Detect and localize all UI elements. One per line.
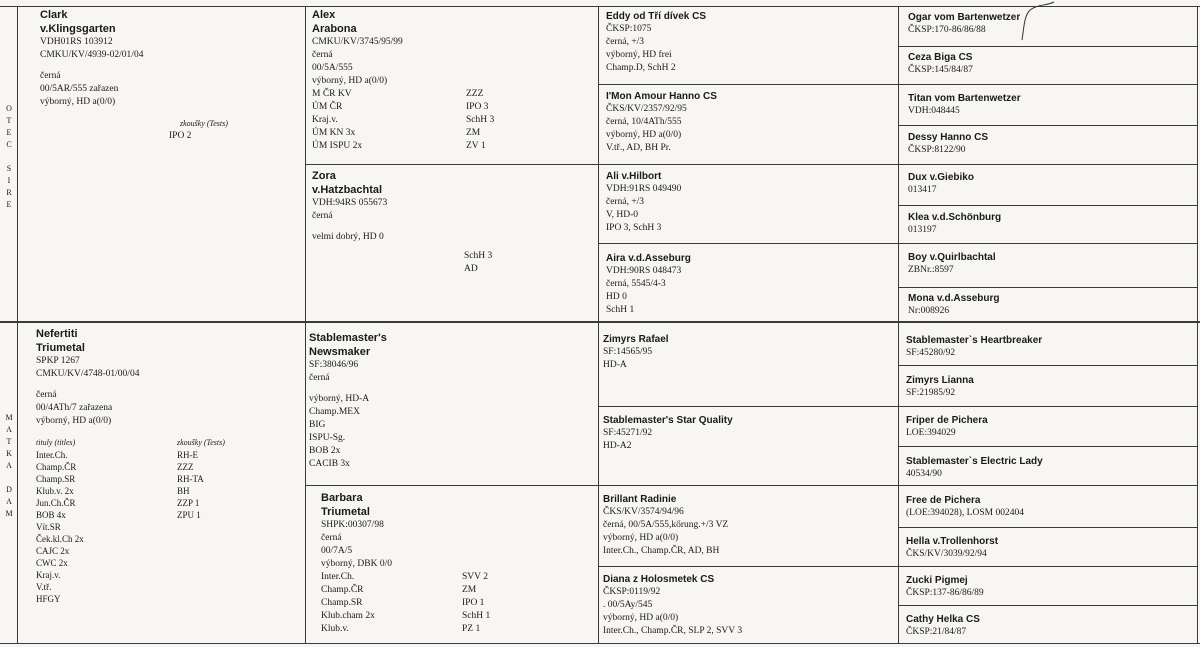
ss-name-line1: Alex <box>312 9 336 21</box>
ds-line: BOB 2x <box>309 446 341 456</box>
ss-test: IPO 3 <box>466 102 489 112</box>
dd-title: Klub.v. <box>321 624 349 634</box>
ss-title: ÚM ISPU 2x <box>312 141 363 151</box>
g3-line: VDH:90RS 048473 <box>606 266 682 276</box>
dam-titles-label: tituly (titles) <box>36 438 76 447</box>
g3-line: SchH 1 <box>606 305 635 315</box>
sd-test: AD <box>464 264 478 274</box>
ss-name-line2: Arabona <box>312 23 357 35</box>
dam-line: černá <box>36 390 57 400</box>
dam-title: Ček.kl.Ch 2x <box>36 534 84 544</box>
g3-line: černá, +/3 <box>606 37 645 47</box>
dam-title: Inter.Ch. <box>36 450 68 460</box>
g3-line: ČKSP:1075 <box>606 24 652 34</box>
ds-line: SF:38046/96 <box>309 360 359 370</box>
g3-cell-8 <box>603 573 894 643</box>
dd-title: Champ.SR <box>321 598 363 608</box>
g3-line: výborný, HD a(0/0) <box>606 130 682 140</box>
sire-tests-label: zkoušky (Tests) <box>180 119 228 128</box>
ds-line: Champ.MEX <box>309 407 360 417</box>
g3-name: Stablemaster's Star Quality <box>603 415 733 426</box>
g4-cell-14 <box>906 535 1194 565</box>
g3-line: ČKS/KV/3574/94/96 <box>603 507 684 517</box>
dam-test: BH <box>177 486 190 496</box>
grid-line <box>598 6 599 644</box>
g3-line: V.tř., AD, BH Pr. <box>606 143 671 153</box>
g4-name: Stablemaster`s Heartbreaker <box>906 335 1043 346</box>
ss-line: výborný, HD a(0/0) <box>312 76 388 86</box>
dam-title: V.tř. <box>36 582 52 592</box>
side-letter: K <box>6 449 12 458</box>
dd-test: SchH 1 <box>462 611 491 621</box>
ss-line: černá <box>312 50 333 60</box>
grid-line <box>599 406 1198 407</box>
g3-line: VDH:91RS 049490 <box>606 184 682 194</box>
g3-line: Inter.Ch., Champ.ČR, AD, BH <box>603 546 720 556</box>
g3-line: ČKSP:0119/92 <box>603 587 661 597</box>
side-letter: T <box>6 116 12 125</box>
g3-name: Zimyrs Rafael <box>603 334 669 345</box>
dd-line: SHPK:00307/98 <box>321 520 384 530</box>
g4-cell-2 <box>908 51 1194 83</box>
sd-name-line2: v.Hatzbachtal <box>312 184 383 196</box>
grid-line <box>1197 6 1198 644</box>
g3-cell-1 <box>606 10 894 82</box>
dam-dam-cell <box>321 491 595 641</box>
g4-cell-15 <box>906 574 1194 604</box>
g3-cell-7 <box>603 493 894 565</box>
ds-line: ISPU-Sg. <box>309 433 346 443</box>
grid-line <box>305 6 306 644</box>
g3-line: černá, 5545/4-3 <box>606 279 666 289</box>
g3-name: I'Mon Amour Hanno CS <box>606 91 717 102</box>
dam-title: CAJC 2x <box>36 546 70 556</box>
g4-name: Stablemaster`s Electric Lady <box>906 456 1043 467</box>
sd-line: černá <box>312 211 333 221</box>
dam-title: Kraj.v. <box>36 570 61 580</box>
g3-line: HD-A <box>603 360 627 370</box>
g3-line: SF:45271/92 <box>603 428 653 438</box>
dam-test: ZZZ <box>177 462 194 472</box>
dam-title: Klub.v. 2x <box>36 486 74 496</box>
g4-reg: 40534/90 <box>906 469 942 479</box>
side-letter: A <box>6 425 12 434</box>
g4-name: Dessy Hanno CS <box>908 132 989 143</box>
sire-line: 00/5AR/555 zařazen <box>40 84 119 94</box>
g3-name: Aira v.d.Asseburg <box>606 253 691 264</box>
dd-title: Champ.ČR <box>321 585 364 595</box>
dam-title: Jun.Ch.ČR <box>36 498 76 508</box>
ss-title: Kraj.v. <box>312 115 338 125</box>
grid-line <box>899 527 1198 528</box>
sire-line: VDH01RS 103912 <box>40 37 113 47</box>
ds-line: černá <box>309 373 330 383</box>
g3-line: Champ.D, SchH 2 <box>606 63 676 73</box>
g4-name: Hella v.Trollenhorst <box>906 536 999 547</box>
dam-line: 00/4ATh/7 zařazena <box>36 403 113 413</box>
dam-title: HFGY <box>36 594 61 604</box>
sire-name-line1: Clark <box>40 9 68 21</box>
g4-cell-1 <box>908 11 1194 45</box>
ds-line: BIG <box>309 420 326 430</box>
dam-title: Vít.SR <box>36 522 61 532</box>
g3-line: výborný, HD frei <box>606 50 672 60</box>
dd-name-line2: Triumetal <box>321 506 370 518</box>
g4-reg: LOE:394029 <box>906 428 956 438</box>
g4-name: Friper de Pichera <box>906 415 988 426</box>
dd-test: IPO 1 <box>462 598 485 608</box>
sire-name-line2: v.Klingsgarten <box>40 23 116 35</box>
side-letter: T <box>6 437 12 446</box>
side-label-sire <box>2 103 16 211</box>
g4-name: Free de Pichera <box>906 495 981 506</box>
grid-line <box>0 643 1200 644</box>
g4-cell-9 <box>906 334 1194 364</box>
g3-cell-4 <box>606 252 894 320</box>
g4-name: Ogar vom Bartenwetzer <box>908 12 1021 23</box>
g4-reg: (LOE:394028), LOSM 002404 <box>906 508 1024 518</box>
g3-line: černá, 00/5A/555,kőrung.+/3 VZ <box>603 520 729 530</box>
g4-cell-10 <box>906 374 1194 404</box>
dd-test: ZM <box>462 585 477 595</box>
sd-test: SchH 3 <box>464 251 493 261</box>
side-letter: M <box>5 413 13 422</box>
dd-name-line1: Barbara <box>321 492 363 504</box>
dd-test: SVV 2 <box>462 572 488 582</box>
g3-line: V, HD-0 <box>606 210 639 220</box>
g4-name: Titan vom Bartenwetzer <box>908 93 1021 104</box>
ss-title: ÚM KN 3x <box>312 128 356 138</box>
g4-reg: 013197 <box>908 225 937 235</box>
dd-line: černá <box>321 533 342 543</box>
ss-test: SchH 3 <box>466 115 495 125</box>
side-letter: E <box>6 200 12 209</box>
g4-cell-8 <box>908 292 1194 320</box>
g4-name: Ceza Biga CS <box>908 52 973 63</box>
g3-line: HD 0 <box>606 292 627 302</box>
dam-cell <box>36 327 302 642</box>
side-letter: D <box>6 485 12 494</box>
side-letter: M <box>5 509 13 518</box>
g4-cell-5 <box>908 171 1194 203</box>
g4-reg: ČKSP:137-86/86/89 <box>906 588 984 598</box>
sire-dam-cell <box>312 169 595 319</box>
sd-line: VDH:94RS 055673 <box>312 198 388 208</box>
g4-cell-11 <box>906 414 1194 444</box>
g4-reg: ZBNr.:8597 <box>908 265 954 275</box>
g4-name: Mona v.d.Asseburg <box>908 293 1000 304</box>
g3-cell-5 <box>603 333 894 403</box>
sire-cell <box>40 8 302 158</box>
g4-cell-6 <box>908 211 1194 243</box>
g3-cell-2 <box>606 90 894 162</box>
g4-reg: ČKSP:170-86/86/88 <box>908 25 986 35</box>
side-letter: R <box>6 188 12 197</box>
grid-line <box>899 287 1198 288</box>
g4-cell-3 <box>908 92 1194 124</box>
g4-cell-4 <box>908 131 1194 163</box>
g4-name: Zucki Pigmej <box>906 575 968 586</box>
dam-line: CMKU/KV/4748-01/00/04 <box>36 369 140 379</box>
sire-line: černá <box>40 71 61 81</box>
dam-test: ZPU 1 <box>177 510 201 520</box>
grid-line <box>899 205 1198 206</box>
g3-line: HD-A2 <box>603 441 632 451</box>
g3-cell-3 <box>606 170 894 242</box>
side-letter: E <box>6 128 12 137</box>
grid-line <box>899 365 1198 366</box>
g4-reg: Nr:008926 <box>908 306 950 316</box>
g4-cell-7 <box>908 251 1194 285</box>
dd-line: výborný, DBK 0/0 <box>321 559 392 569</box>
side-letter: C <box>6 140 12 149</box>
grid-line <box>899 605 1198 606</box>
g4-cell-12 <box>906 455 1194 485</box>
ss-title: M ČR KV <box>312 89 352 99</box>
dam-title: Champ.ČR <box>36 462 77 472</box>
g3-cell-6 <box>603 414 894 484</box>
g4-reg: ČKSP:8122/90 <box>908 145 966 155</box>
grid-line <box>306 164 1198 165</box>
side-label-dam <box>2 412 16 520</box>
g4-reg: SF:21985/92 <box>906 388 956 398</box>
side-letter <box>2 472 16 484</box>
g3-line: černá, +/3 <box>606 197 645 207</box>
g4-name: Dux v.Giebiko <box>908 172 974 183</box>
sire-tests-value: IPO 2 <box>169 131 192 141</box>
side-letter: A <box>6 461 12 470</box>
grid-line <box>0 321 1200 323</box>
sire-sire-cell <box>312 8 595 162</box>
ss-test: ZZZ <box>466 89 484 99</box>
dam-title: Champ.SR <box>36 474 76 484</box>
ss-line: CMKU/KV/3745/95/99 <box>312 37 403 47</box>
ss-test: ZV 1 <box>466 141 486 151</box>
sire-line: výborný, HD a(0/0) <box>40 97 116 107</box>
g3-line: Inter.Ch., Champ.ČR, SLP 2, SVV 3 <box>603 626 743 636</box>
ds-name-line1: Stablemaster's <box>309 332 387 344</box>
g4-name: Boy v.Quirlbachtal <box>908 252 996 263</box>
g4-name: Zimyrs Lianna <box>906 375 974 386</box>
ds-name-line2: Newsmaker <box>309 346 371 358</box>
side-letter <box>2 151 16 163</box>
side-letter: S <box>6 164 12 173</box>
g3-line: černá, 10/4ATh/555 <box>606 117 682 127</box>
sd-line: velmi dobrý, HD 0 <box>312 232 384 242</box>
dam-name-line1: Nefertiti <box>36 328 78 340</box>
ss-test: ZM <box>466 128 481 138</box>
dam-line: výborný, HD a(0/0) <box>36 416 112 426</box>
dam-name-line2: Triumetal <box>36 342 85 354</box>
dam-title: BOB 4x <box>36 510 66 520</box>
g4-reg: 013417 <box>908 185 937 195</box>
ss-line: 00/5A/555 <box>312 63 353 73</box>
grid-line <box>306 485 1198 486</box>
dd-title: Inter.Ch. <box>321 572 355 582</box>
dam-sire-cell <box>309 331 595 483</box>
g3-name: Diana z Holosmetek CS <box>603 574 715 585</box>
g3-line: ČKS/KV/2357/92/95 <box>606 104 687 114</box>
grid-line <box>599 566 1198 567</box>
dd-line: 00/7A/5 <box>321 546 353 556</box>
g4-reg: ČKSP:21/84/87 <box>906 627 967 637</box>
g3-line: IPO 3, SchH 3 <box>606 223 662 233</box>
g3-line: . 00/5Ay/545 <box>603 600 653 610</box>
sd-name-line1: Zora <box>312 170 336 182</box>
grid-line <box>17 6 18 644</box>
g4-name: Klea v.d.Schönburg <box>908 212 1002 223</box>
dam-titles-tests <box>36 436 302 618</box>
g4-cell-13 <box>906 494 1194 525</box>
g3-name: Eddy od Tří dívek CS <box>606 11 707 22</box>
dd-title: Klub.cham 2x <box>321 611 375 621</box>
dam-test: RH-E <box>177 450 198 460</box>
g3-line: výborný, HD a(0/0) <box>603 613 679 623</box>
g3-name: Brillant Radinie <box>603 494 677 505</box>
grid-line <box>898 6 899 644</box>
sire-line: CMKU/KV/4939-02/01/04 <box>40 50 144 60</box>
side-letter: I <box>7 176 11 185</box>
grid-line <box>599 243 1198 244</box>
g4-cell-16 <box>906 613 1194 642</box>
side-letter: O <box>6 104 12 113</box>
g4-reg: VDH:048445 <box>908 106 960 116</box>
g4-name: Cathy Helka CS <box>906 614 980 625</box>
g3-name: Ali v.Hilbort <box>606 171 662 182</box>
ds-line: CACIB 3x <box>309 459 350 469</box>
g4-reg: ČKSP:145/84/87 <box>908 65 973 75</box>
grid-line <box>899 446 1198 447</box>
grid-line <box>599 84 1198 85</box>
g3-line: výborný, HD a(0/0) <box>603 533 679 543</box>
dam-test: RH-TA <box>177 474 204 484</box>
dam-tests-label: zkoušky (Tests) <box>177 438 225 447</box>
dam-title: CWC 2x <box>36 558 68 568</box>
dam-test: ZZP 1 <box>177 498 200 508</box>
g3-line: SF:14565/95 <box>603 347 653 357</box>
g4-reg: SF:45280/92 <box>906 348 956 358</box>
g4-reg: ČKS/KV/3039/92/94 <box>906 549 987 559</box>
dam-line: SPKP 1267 <box>36 356 80 366</box>
grid-line <box>899 125 1198 126</box>
ss-title: ÚM ČR <box>312 102 343 112</box>
dd-test: PZ 1 <box>462 624 481 634</box>
side-letter: A <box>6 497 12 506</box>
ds-line: výborný, HD-A <box>309 394 370 404</box>
